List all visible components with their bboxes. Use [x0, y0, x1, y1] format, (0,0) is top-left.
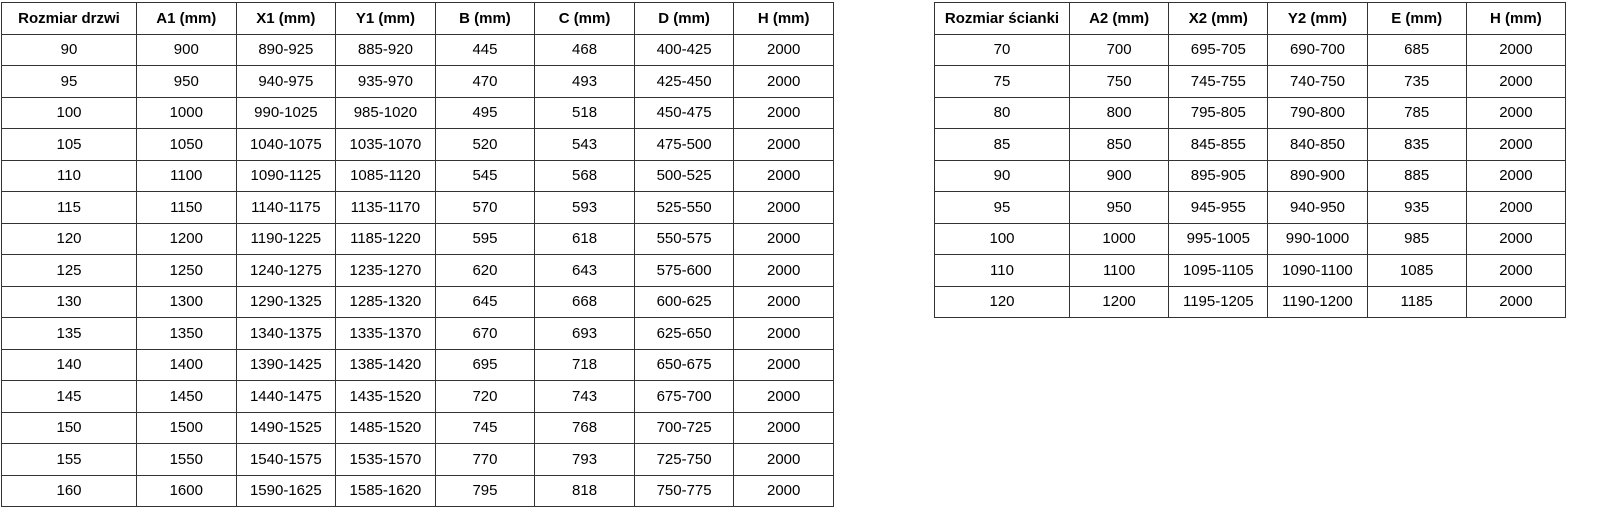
table-cell: 1135-1170: [336, 192, 436, 224]
column-header: E (mm): [1367, 3, 1466, 35]
table-cell: 795-805: [1169, 97, 1268, 129]
column-header: H (mm): [734, 3, 834, 35]
table-cell: 990-1000: [1268, 223, 1367, 255]
column-header: A2 (mm): [1070, 3, 1169, 35]
table-cell: 90: [2, 34, 137, 66]
table-cell: 935: [1367, 192, 1466, 224]
table-cell: 593: [535, 192, 635, 224]
table-cell: 110: [935, 255, 1070, 287]
table-cell: 525-550: [634, 192, 734, 224]
table-row: [935, 160, 1566, 192]
table-row: [935, 286, 1566, 318]
table-cell: 468: [535, 34, 635, 66]
table-row: [2, 255, 834, 287]
header-row: [2, 3, 834, 35]
table-cell: 1600: [137, 475, 237, 507]
table-cell: 818: [535, 475, 635, 507]
column-header: X1 (mm): [236, 3, 336, 35]
table-cell: 2000: [1466, 129, 1565, 161]
table-cell: 890-925: [236, 34, 336, 66]
table-cell: 950: [137, 66, 237, 98]
column-header: A1 (mm): [137, 3, 237, 35]
table-cell: 885-920: [336, 34, 436, 66]
table-cell: 2000: [1466, 286, 1565, 318]
table-row: [2, 34, 834, 66]
column-header: Y2 (mm): [1268, 3, 1367, 35]
table-cell: 1000: [1070, 223, 1169, 255]
table-row: [2, 192, 834, 224]
table-cell: 1085-1120: [336, 160, 436, 192]
table-cell: 1000: [137, 97, 237, 129]
table-cell: 690-700: [1268, 34, 1367, 66]
table-cell: 2000: [1466, 66, 1565, 98]
table-cell: 545: [435, 160, 535, 192]
table-cell: 1350: [137, 318, 237, 350]
table-cell: 500-525: [634, 160, 734, 192]
table-row: [2, 381, 834, 413]
table-cell: 625-650: [634, 318, 734, 350]
column-header: X2 (mm): [1169, 3, 1268, 35]
table-cell: 1385-1420: [336, 349, 436, 381]
table-cell: 1285-1320: [336, 286, 436, 318]
table-cell: 695: [435, 349, 535, 381]
table-cell: 2000: [1466, 34, 1565, 66]
table-cell: 1190-1200: [1268, 286, 1367, 318]
table-cell: 85: [935, 129, 1070, 161]
table-cell: 595: [435, 223, 535, 255]
table-cell: 1550: [137, 444, 237, 476]
table-cell: 1500: [137, 412, 237, 444]
table-cell: 1585-1620: [336, 475, 436, 507]
table-cell: 900: [1070, 160, 1169, 192]
table-cell: 160: [2, 475, 137, 507]
table-cell: 493: [535, 66, 635, 98]
table-row: [935, 223, 1566, 255]
table-row: [2, 223, 834, 255]
table-cell: 1185: [1367, 286, 1466, 318]
table-cell: 520: [435, 129, 535, 161]
table-cell: 2000: [734, 412, 834, 444]
table-cell: 2000: [734, 129, 834, 161]
table-cell: 70: [935, 34, 1070, 66]
table-cell: 745-755: [1169, 66, 1268, 98]
table-cell: 835: [1367, 129, 1466, 161]
table-cell: 718: [535, 349, 635, 381]
header-row: [935, 3, 1566, 35]
table-cell: 620: [435, 255, 535, 287]
table-cell: 995-1005: [1169, 223, 1268, 255]
table-cell: 2000: [734, 444, 834, 476]
table-cell: 135: [2, 318, 137, 350]
table-cell: 1250: [137, 255, 237, 287]
table-cell: 945-955: [1169, 192, 1268, 224]
table-row: [2, 97, 834, 129]
table-cell: 100: [935, 223, 1070, 255]
table-row: [2, 160, 834, 192]
table-cell: 495: [435, 97, 535, 129]
table-cell: 600-625: [634, 286, 734, 318]
table-cell: 95: [2, 66, 137, 98]
table-row: [2, 349, 834, 381]
table-cell: 2000: [734, 318, 834, 350]
column-header: H (mm): [1466, 3, 1565, 35]
table-cell: 2000: [1466, 223, 1565, 255]
table-cell: 1200: [137, 223, 237, 255]
table-cell: 543: [535, 129, 635, 161]
table-cell: 935-970: [336, 66, 436, 98]
table-cell: 1485-1520: [336, 412, 436, 444]
column-header: Rozmiar ścianki: [935, 3, 1070, 35]
table-cell: 145: [2, 381, 137, 413]
table-cell: 695-705: [1169, 34, 1268, 66]
table-cell: 1440-1475: [236, 381, 336, 413]
table-cell: 990-1025: [236, 97, 336, 129]
table-cell: 140: [2, 349, 137, 381]
table-cell: 550-575: [634, 223, 734, 255]
table-cell: 115: [2, 192, 137, 224]
table-cell: 845-855: [1169, 129, 1268, 161]
table-cell: 2000: [1466, 97, 1565, 129]
table-cell: 618: [535, 223, 635, 255]
table-cell: 700-725: [634, 412, 734, 444]
table-cell: 1235-1270: [336, 255, 436, 287]
table-cell: 890-900: [1268, 160, 1367, 192]
table-cell: 670: [435, 318, 535, 350]
table-cell: 793: [535, 444, 635, 476]
table-cell: 575-600: [634, 255, 734, 287]
table-cell: 1200: [1070, 286, 1169, 318]
table-cell: 125: [2, 255, 137, 287]
table-cell: 2000: [734, 160, 834, 192]
column-header: C (mm): [535, 3, 635, 35]
table-row: [935, 192, 1566, 224]
table-cell: 120: [2, 223, 137, 255]
table-cell: 985: [1367, 223, 1466, 255]
table-cell: 735: [1367, 66, 1466, 98]
table-cell: 155: [2, 444, 137, 476]
table-cell: 1085: [1367, 255, 1466, 287]
table-cell: 1240-1275: [236, 255, 336, 287]
table-cell: 1390-1425: [236, 349, 336, 381]
table-cell: 1185-1220: [336, 223, 436, 255]
table-cell: 1150: [137, 192, 237, 224]
table-cell: 900: [137, 34, 237, 66]
table-cell: 1290-1325: [236, 286, 336, 318]
table-cell: 650-675: [634, 349, 734, 381]
table-cell: 1435-1520: [336, 381, 436, 413]
table-row: [935, 255, 1566, 287]
table-row: [2, 318, 834, 350]
table-cell: 80: [935, 97, 1070, 129]
table-cell: 570: [435, 192, 535, 224]
table-cell: 1450: [137, 381, 237, 413]
table-cell: 790-800: [1268, 97, 1367, 129]
table-cell: 1335-1370: [336, 318, 436, 350]
table-cell: 1535-1570: [336, 444, 436, 476]
table-cell: 1095-1105: [1169, 255, 1268, 287]
table-cell: 425-450: [634, 66, 734, 98]
table-cell: 743: [535, 381, 635, 413]
table-cell: 885: [1367, 160, 1466, 192]
table-row: [935, 97, 1566, 129]
table-cell: 2000: [734, 34, 834, 66]
table-cell: 693: [535, 318, 635, 350]
table-cell: 725-750: [634, 444, 734, 476]
table-cell: 785: [1367, 97, 1466, 129]
table-cell: 740-750: [1268, 66, 1367, 98]
table-cell: 100: [2, 97, 137, 129]
table-cell: 90: [935, 160, 1070, 192]
table-cell: 1100: [1070, 255, 1169, 287]
table-row: [935, 66, 1566, 98]
table-cell: 470: [435, 66, 535, 98]
table-cell: 700: [1070, 34, 1169, 66]
table-cell: 518: [535, 97, 635, 129]
table-cell: 950: [1070, 192, 1169, 224]
table-cell: 445: [435, 34, 535, 66]
table-cell: 130: [2, 286, 137, 318]
table-row: [2, 129, 834, 161]
table-cell: 2000: [734, 475, 834, 507]
table-cell: 940-975: [236, 66, 336, 98]
column-header: D (mm): [634, 3, 734, 35]
table-cell: 568: [535, 160, 635, 192]
table-cell: 1490-1525: [236, 412, 336, 444]
table-cell: 95: [935, 192, 1070, 224]
table-cell: 895-905: [1169, 160, 1268, 192]
table-cell: 940-950: [1268, 192, 1367, 224]
table-row: [2, 412, 834, 444]
table-cell: 150: [2, 412, 137, 444]
table-cell: 110: [2, 160, 137, 192]
table-row: [2, 66, 834, 98]
table-cell: 1340-1375: [236, 318, 336, 350]
table-row: [2, 475, 834, 507]
table-cell: 1300: [137, 286, 237, 318]
table-row: [2, 444, 834, 476]
column-header: Rozmiar drzwi: [2, 3, 137, 35]
table-cell: 745: [435, 412, 535, 444]
table-cell: 2000: [734, 66, 834, 98]
table-cell: 2000: [734, 97, 834, 129]
table-cell: 750-775: [634, 475, 734, 507]
table-cell: 450-475: [634, 97, 734, 129]
table-cell: 1100: [137, 160, 237, 192]
table-cell: 1190-1225: [236, 223, 336, 255]
table-cell: 645: [435, 286, 535, 318]
table-cell: 800: [1070, 97, 1169, 129]
table-cell: 1040-1075: [236, 129, 336, 161]
door-size-table: [1, 2, 834, 507]
table-cell: 985-1020: [336, 97, 436, 129]
table-cell: 840-850: [1268, 129, 1367, 161]
table-cell: 685: [1367, 34, 1466, 66]
table-cell: 1590-1625: [236, 475, 336, 507]
table-cell: 2000: [734, 286, 834, 318]
table-row: [2, 286, 834, 318]
table-cell: 400-425: [634, 34, 734, 66]
table-cell: 2000: [1466, 192, 1565, 224]
table-cell: 720: [435, 381, 535, 413]
table-cell: 1400: [137, 349, 237, 381]
table-cell: 2000: [734, 381, 834, 413]
column-header: Y1 (mm): [336, 3, 436, 35]
table-cell: 1035-1070: [336, 129, 436, 161]
wall-size-table: [934, 2, 1566, 318]
table-cell: 2000: [734, 192, 834, 224]
table-cell: 750: [1070, 66, 1169, 98]
table-cell: 1090-1100: [1268, 255, 1367, 287]
table-cell: 668: [535, 286, 635, 318]
table-cell: 2000: [1466, 160, 1565, 192]
table-row: [935, 34, 1566, 66]
table-cell: 120: [935, 286, 1070, 318]
table-cell: 2000: [1466, 255, 1565, 287]
table-row: [935, 129, 1566, 161]
table-cell: 2000: [734, 255, 834, 287]
column-header: B (mm): [435, 3, 535, 35]
table-cell: 1540-1575: [236, 444, 336, 476]
table-cell: 795: [435, 475, 535, 507]
table-cell: 1195-1205: [1169, 286, 1268, 318]
table-cell: 1090-1125: [236, 160, 336, 192]
table-cell: 475-500: [634, 129, 734, 161]
table-cell: 2000: [734, 349, 834, 381]
table-cell: 1050: [137, 129, 237, 161]
table-cell: 2000: [734, 223, 834, 255]
table-cell: 1140-1175: [236, 192, 336, 224]
table-cell: 850: [1070, 129, 1169, 161]
table-cell: 770: [435, 444, 535, 476]
table-cell: 105: [2, 129, 137, 161]
table-cell: 75: [935, 66, 1070, 98]
table-cell: 768: [535, 412, 635, 444]
table-cell: 675-700: [634, 381, 734, 413]
table-cell: 643: [535, 255, 635, 287]
